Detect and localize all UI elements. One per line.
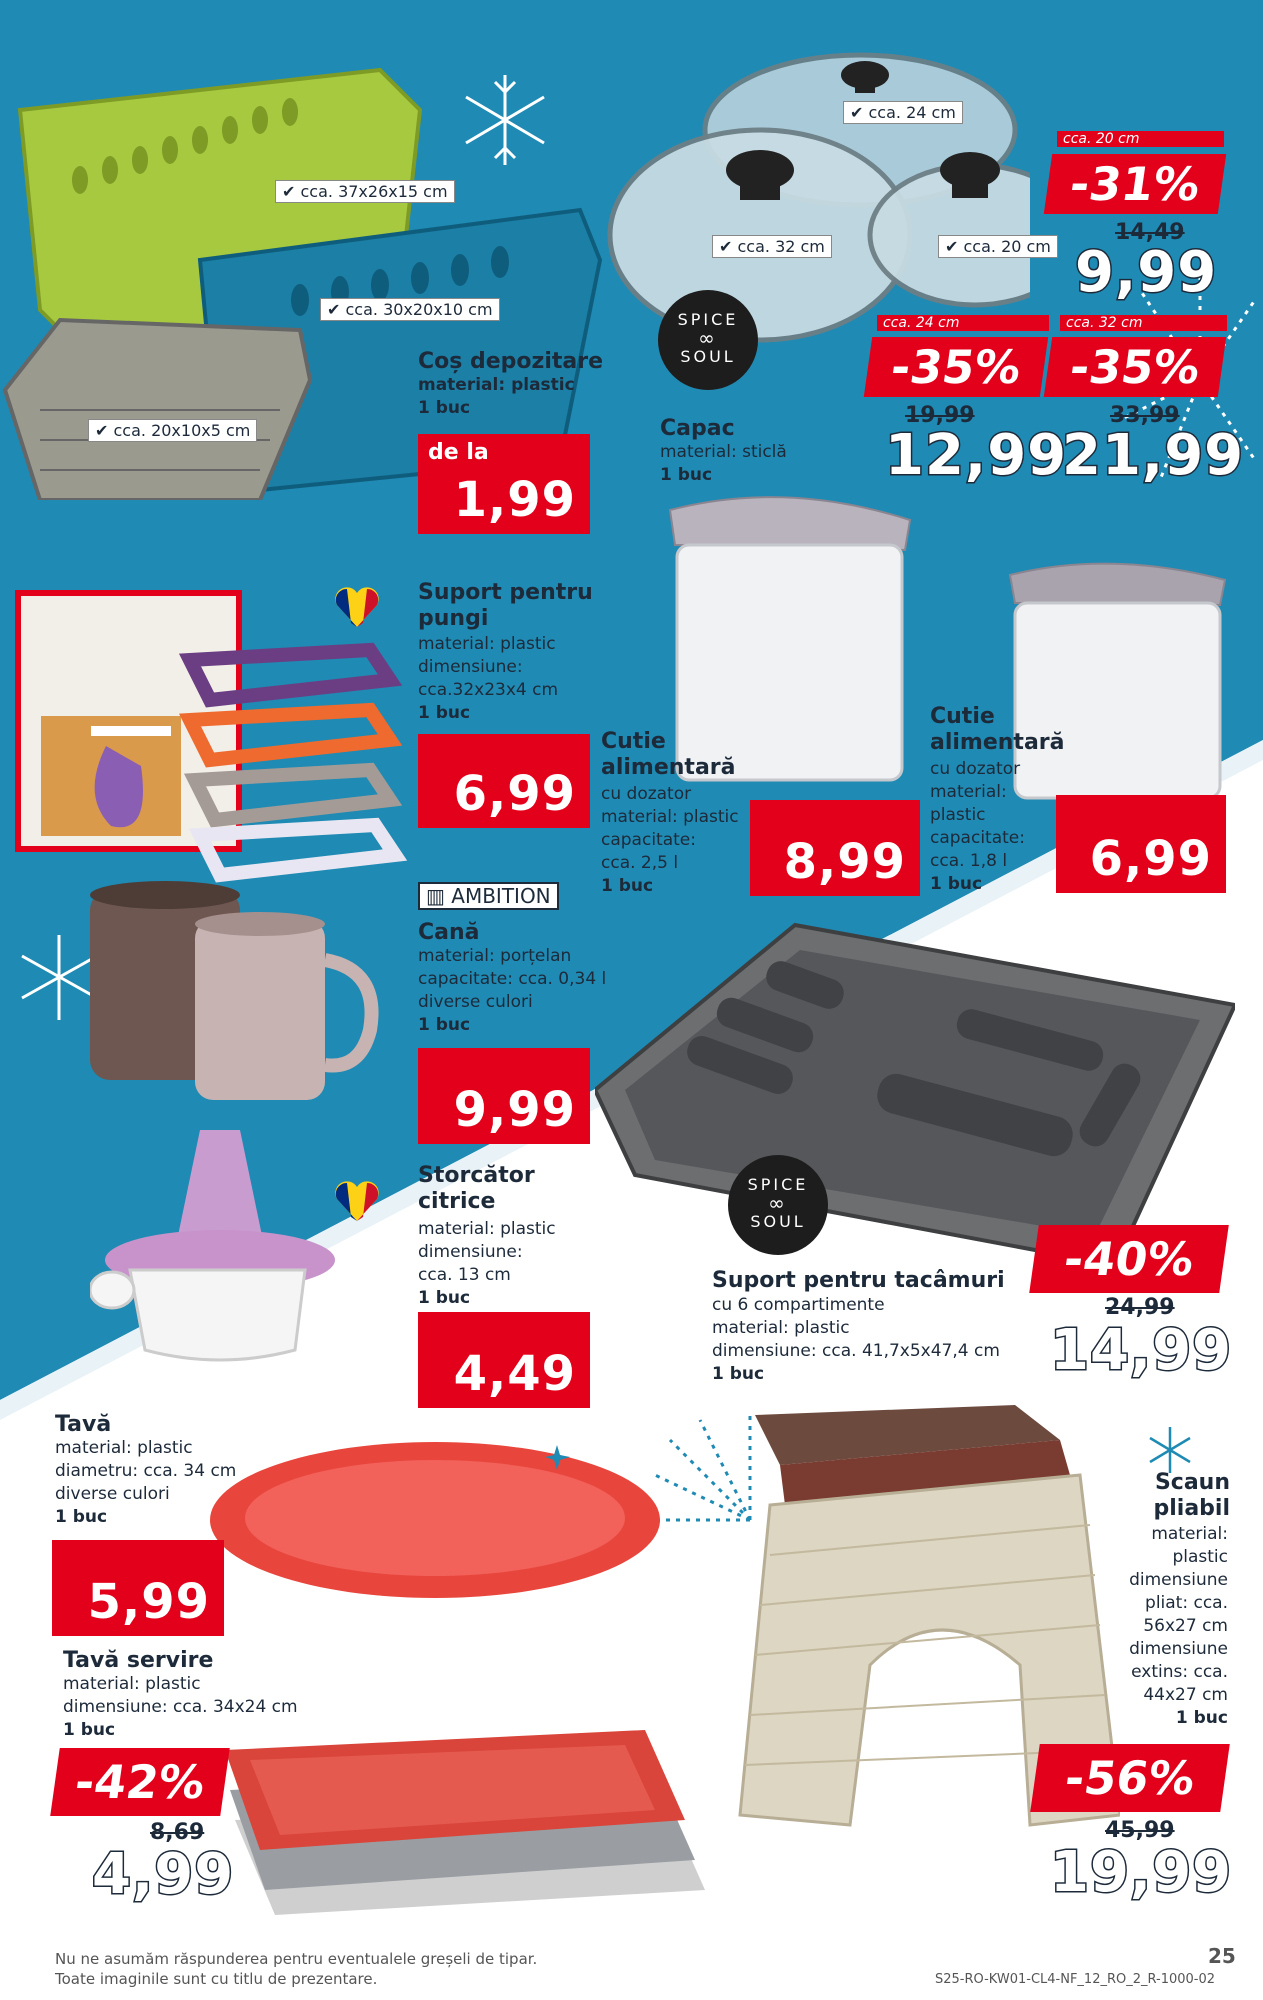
scaun-line-2: plastic [1172, 1547, 1228, 1567]
infinity-icon: ∞ [698, 326, 718, 350]
offer-32-size: cca. 32 cm [1060, 315, 1227, 331]
pungi-dim: cca.32x23x4 cm [418, 680, 559, 700]
footer-disclaimer-2: Toate imaginile sunt cu titlu de prezentare. [55, 1970, 378, 1988]
pungi-material: material: plastic [418, 634, 556, 654]
food-container-small-image [1000, 555, 1235, 805]
storcator-qty: 1 buc [418, 1288, 471, 1308]
scaun-line-3: dimensiune [1129, 1570, 1228, 1590]
cos-from-label: de la [428, 440, 489, 465]
storcator-material: material: plastic [418, 1219, 556, 1239]
capac-desc [660, 441, 787, 487]
spice-soul-logo-2 [728, 1155, 828, 1255]
tava-material: material: plastic [55, 1438, 193, 1458]
offer-24-price: 12,99 [885, 423, 1068, 488]
cana-material: material: porțelan [418, 946, 572, 966]
offer-20-size: cca. 20 cm [1057, 131, 1224, 147]
cutie2-title-line1: Cutie [930, 704, 995, 729]
cutie1-cap-label: capacitate: [601, 830, 696, 850]
scaun-old-price: 45,99 [1105, 1818, 1175, 1843]
cutie1-qty: 1 buc [601, 876, 654, 896]
tava-qty: 1 buc [55, 1507, 108, 1527]
cutie1-price-box [750, 800, 920, 896]
tacamuri-discount: -40% [1029, 1225, 1229, 1293]
offer-24-discount: -35% [864, 337, 1048, 397]
storcator-title [418, 1163, 535, 1215]
offer-20-discount: -31% [1044, 154, 1226, 214]
cutie2-desc [930, 758, 1025, 896]
tava-price-box [52, 1540, 224, 1636]
footer-disclaimer-1: Nu ne asumăm răspunderea pentru eventualele greșeli de tipar. [55, 1950, 538, 1968]
tava-servire-qty: 1 buc [63, 1720, 116, 1740]
tacamuri-price: 14,99 [1050, 1318, 1233, 1383]
cutie2-title [930, 704, 1065, 756]
cutie1-cap: cca. 2,5 l [601, 853, 679, 873]
scaun-title [1150, 1470, 1230, 1522]
basket-size-small: ✔ cca. 20x10x5 cm [88, 419, 257, 442]
cutie1-sub: cu dozator [601, 784, 692, 804]
pungi-dim-label: dimensiune: [418, 657, 523, 677]
cana-title: Cană [418, 920, 480, 945]
cana-desc [418, 945, 606, 1037]
tava-diam: diametru: cca. 34 cm [55, 1461, 237, 1481]
cutie2-material: plastic [930, 805, 986, 825]
romanian-heart-icon [333, 583, 381, 631]
scaun-line-5: 56x27 cm [1143, 1616, 1228, 1636]
storcator-dim: cca. 13 cm [418, 1265, 511, 1285]
cutie1-title-line1: Cutie [601, 729, 666, 754]
basket-size-large: ✔ cca. 37x26x15 cm [275, 180, 455, 203]
cos-desc [418, 374, 575, 420]
pungi-desc [418, 633, 558, 725]
storcator-price-box [418, 1312, 590, 1408]
tava-servire-title: Tavă servire [63, 1648, 214, 1673]
scaun-line-7: extins: cca. [1131, 1662, 1228, 1682]
spice-soul-logo [658, 290, 758, 390]
cutie2-price-box [1056, 795, 1226, 893]
cana-cap: capacitate: cca. 0,34 l [418, 969, 607, 989]
romanian-heart-icon [333, 1177, 381, 1225]
cutie2-price: 6,99 [1089, 831, 1212, 887]
pungi-price-box [418, 734, 590, 828]
scaun-line-8: 44x27 cm [1143, 1685, 1228, 1705]
round-tray-image [205, 1440, 665, 1610]
bag-holders-image [170, 640, 410, 890]
cutie1-material: material: plastic [601, 807, 739, 827]
offer-24-old-price: 19,99 [905, 403, 975, 428]
basket-size-medium: ✔ cca. 30x20x10 cm [320, 298, 500, 321]
sparkle-icon [545, 1445, 570, 1470]
tava-servire-dim: dimensiune: cca. 34x24 cm [63, 1697, 298, 1717]
tava-colors: diverse culori [55, 1484, 170, 1504]
tava-servire-old-price: 8,69 [150, 1820, 205, 1845]
infinity-icon: ∞ [768, 1191, 788, 1215]
cutie1-title [601, 729, 736, 781]
footer-code: S25-RO-KW01-CL4-NF_12_RO_2_R-1000-02 [935, 1972, 1216, 1987]
scaun-line-1: material: [1151, 1524, 1228, 1544]
offer-32-old-price: 33,99 [1110, 403, 1180, 428]
tacamuri-qty: 1 buc [712, 1364, 765, 1384]
storcator-title-line1: Storcător [418, 1163, 535, 1188]
brand2-top-text: SPICE [747, 1175, 809, 1194]
mugs-image [80, 880, 380, 1110]
tacamuri-material: material: plastic [712, 1318, 850, 1338]
tacamuri-sub: cu 6 compartimente [712, 1295, 885, 1315]
brand-bottom-text: SOUL [680, 347, 736, 366]
lid-size-20: ✔ cca. 20 cm [938, 235, 1058, 258]
cutlery-tray-image [595, 915, 1235, 1275]
ambition-brand [418, 882, 559, 910]
tava-servire-material: material: plastic [63, 1674, 201, 1694]
tava-price: 5,99 [87, 1574, 210, 1630]
pungi-price: 6,99 [453, 766, 576, 822]
scaun-line-6: dimensiune [1129, 1639, 1228, 1659]
offer-32-discount: -35% [1044, 337, 1226, 397]
cos-title: Coș depozitare [418, 349, 604, 374]
capac-material: material: sticlă [660, 442, 787, 462]
cutie2-title-line2: alimentară [930, 730, 1065, 755]
ambition-text: AMBITION [451, 884, 551, 908]
cana-qty: 1 buc [418, 1015, 471, 1035]
tava-title: Tavă [55, 1412, 112, 1437]
ambition-logo-icon: ▥ [426, 884, 452, 908]
storcator-desc [418, 1218, 556, 1310]
pungi-title-line1: Suport pentru [418, 580, 593, 605]
pungi-title [418, 580, 593, 632]
pungi-title-line2: pungi [418, 606, 489, 631]
scaun-title-line2: pliabil [1153, 1496, 1230, 1521]
lid-size-24: ✔ cca. 24 cm [843, 101, 963, 124]
tacamuri-title: Suport pentru tacâmuri [712, 1268, 1005, 1293]
cutie2-sub: cu dozator [930, 759, 1021, 779]
tava-servire-price: 4,99 [92, 1842, 235, 1907]
capac-qty: 1 buc [660, 465, 713, 485]
scaun-title-line1: Scaun [1154, 1470, 1230, 1495]
tava-servire-discount: -42% [50, 1748, 230, 1816]
offer-20-old-price: 14,49 [1115, 220, 1185, 245]
citrus-juicer-image [90, 1120, 350, 1370]
cos-qty: 1 buc [418, 398, 471, 418]
cana-price: 9,99 [453, 1082, 576, 1138]
storcator-dim-label: dimensiune: [418, 1242, 523, 1262]
storcator-price: 4,49 [453, 1346, 576, 1402]
cutie1-title-line2: alimentară [601, 755, 736, 780]
scaun-line-4: pliat: cca. [1145, 1593, 1228, 1613]
cutie1-desc [601, 783, 739, 898]
snowflake-icon [1145, 1425, 1195, 1475]
scaun-price: 19,99 [1050, 1840, 1233, 1905]
cana-price-box [418, 1048, 590, 1144]
cos-price: 1,99 [453, 472, 576, 528]
serving-trays-image [205, 1690, 705, 1920]
tacamuri-old-price: 24,99 [1105, 1295, 1175, 1320]
pungi-qty: 1 buc [418, 703, 471, 723]
scaun-discount: -56% [1030, 1744, 1230, 1812]
storcator-title-line2: citrice [418, 1189, 496, 1214]
cutie1-price: 8,99 [783, 834, 906, 890]
cutie2-qty: 1 buc [930, 874, 983, 894]
brand-top-text: SPICE [677, 310, 739, 329]
glass-lids-image [600, 50, 1030, 350]
cutie2-cap-label: capacitate: [930, 828, 1025, 848]
cos-price-box [418, 434, 590, 534]
scaun-desc [1080, 1523, 1228, 1730]
page-number: 25 [1208, 1944, 1236, 1968]
cos-material: material: plastic [418, 375, 575, 395]
tacamuri-desc [712, 1294, 1000, 1386]
capac-title: Capac [660, 416, 735, 441]
cutie2-cap: cca. 1,8 l [930, 851, 1008, 871]
cana-colors: diverse culori [418, 992, 533, 1012]
tacamuri-dim: dimensiune: cca. 41,7x5x47,4 cm [712, 1341, 1000, 1361]
scaun-qty: 1 buc [1175, 1708, 1228, 1728]
offer-24-size: cca. 24 cm [877, 315, 1049, 331]
lid-size-32: ✔ cca. 32 cm [712, 235, 832, 258]
offer-20-price: 9,99 [1075, 240, 1218, 305]
brand2-bottom-text: SOUL [750, 1212, 806, 1231]
offer-32-price: 21,99 [1062, 423, 1245, 488]
cutie2-material-label: material: [930, 782, 1007, 802]
